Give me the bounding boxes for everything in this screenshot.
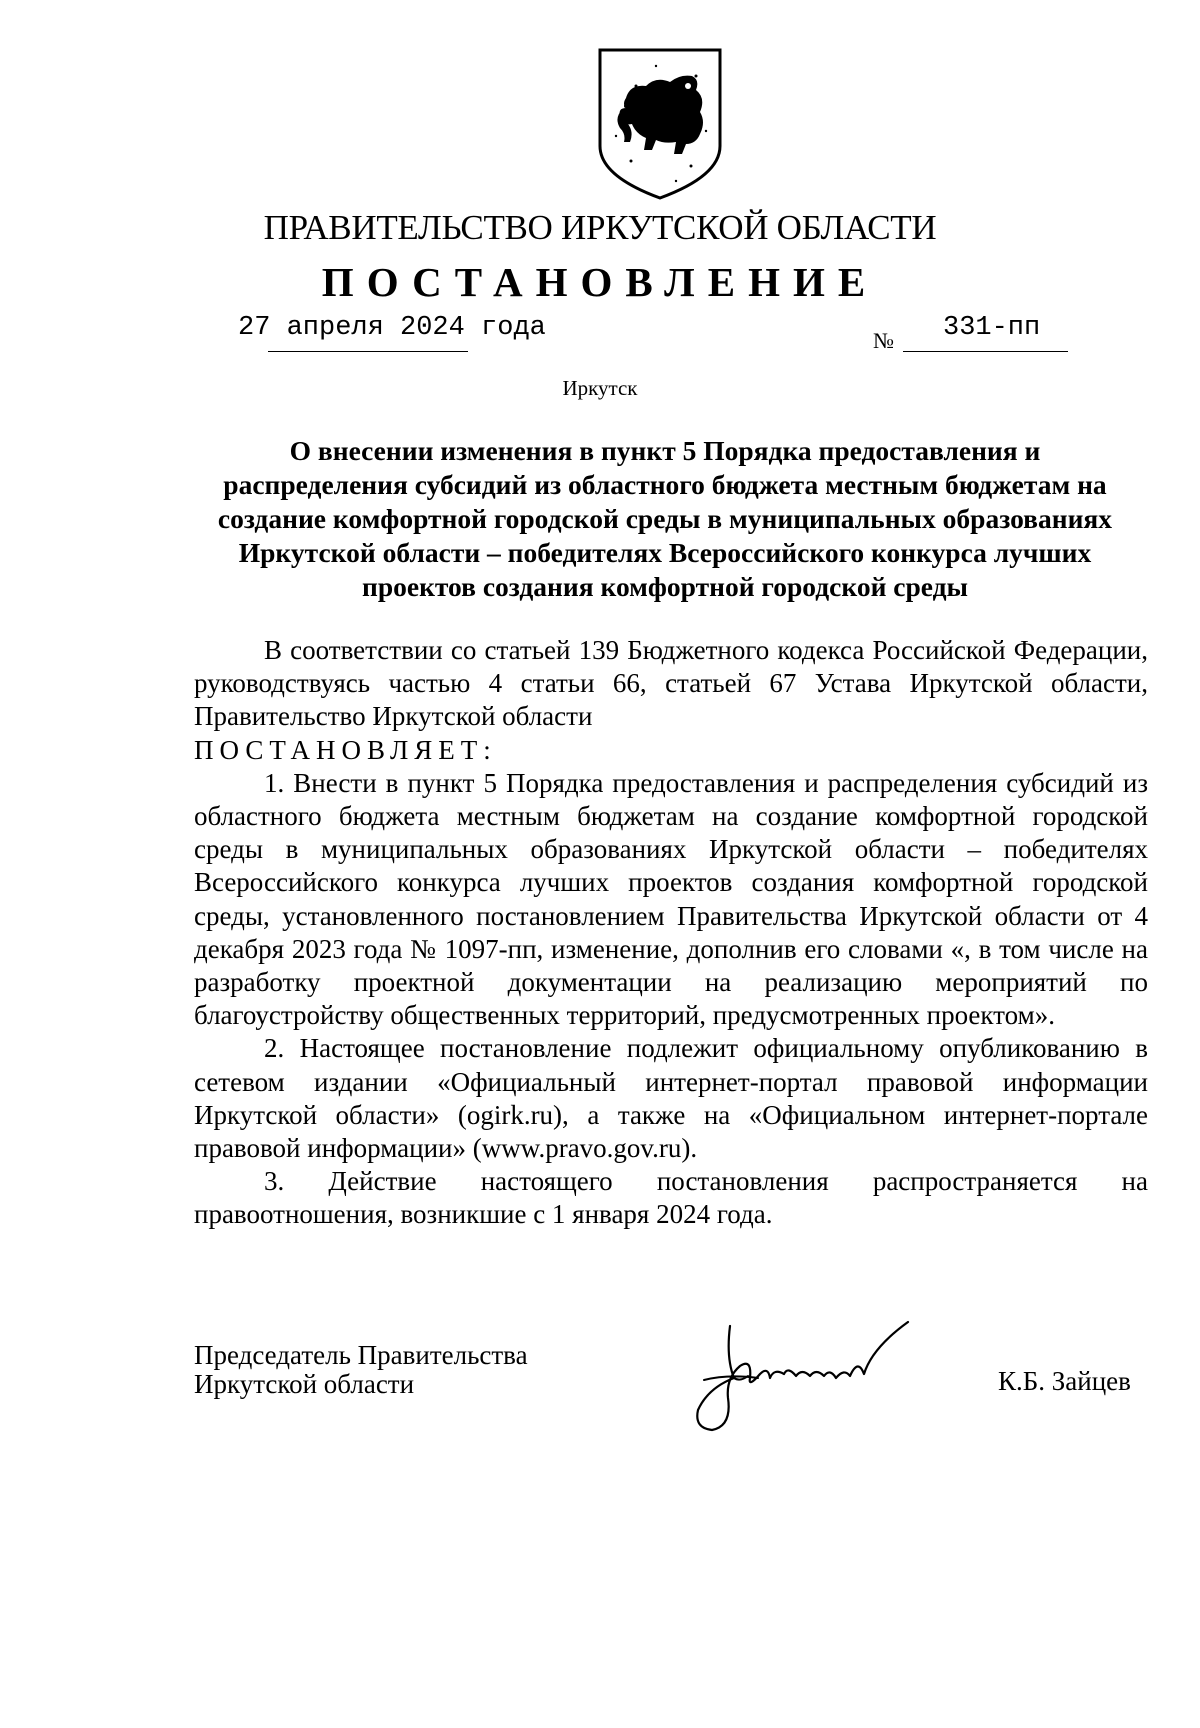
date-underline <box>268 351 468 352</box>
decree-number: 331-пп <box>943 313 1041 343</box>
position-line: Председатель Правительства <box>194 1340 528 1370</box>
signatory-position <box>194 1341 528 1399</box>
signatory-name: К.Б. Зайцев <box>998 1366 1131 1396</box>
title-line: проектов создания комфортной городской среды <box>361 571 969 602</box>
position-line: Иркутской области <box>194 1369 415 1399</box>
title-line: Иркутской области – победителях Всероссийского конкурса лучших <box>238 537 1092 568</box>
resolves-word: ПОСТАНОВЛЯЕТ: <box>194 734 497 765</box>
title-line: О внесении изменения в пункт 5 Порядка предоставления и <box>289 435 1041 466</box>
number-underline <box>903 351 1068 352</box>
document-type: ПОСТАНОВЛЕНИЕ <box>321 259 879 305</box>
decree-date: 27 апреля 2024 года <box>238 313 546 343</box>
handwritten-signature-icon <box>668 1318 948 1458</box>
decree-title <box>190 434 1140 604</box>
item-2-paragraph: 2. Настоящее постановление подлежит официальному опубликованию в сетевом издании «Официальный интернет-портал правовой информации Иркутской области» (ogirk.ru), а также на «Официальном интернет-портале правовой информации» (www.pravo.gov.ru). <box>194 1033 1148 1164</box>
city-name: Иркутск <box>562 376 638 400</box>
item-3-paragraph: 3. Действие настоящего постановления распространяется на правоотношения, возникшие с 1 января 2024 года. <box>194 1166 1148 1230</box>
title-line: создание комфортной городской среды в муниципальных образованиях <box>217 503 1113 534</box>
decree-body <box>194 634 1148 1232</box>
coat-of-arms-icon <box>596 46 724 201</box>
number-sign: № <box>873 328 894 353</box>
title-line: распределения субсидий из областного бюджета местным бюджетам на <box>223 469 1107 500</box>
item-1-paragraph: 1. Внести в пункт 5 Порядка предоставления и распределения субсидий из областного бюджета местным бюджетам на создание комфортной городской среды в муниципальных образованиях Иркутской области – победителях Всероссийского конкурса лучших проектов создания комфортной городской среды, установленного постановлением Правительства Иркутской области от 4 декабря 2023 года № 1097-пп, изменение, дополнив его словами «, в том числе на разработку проектной документации на реализацию мероприятий по благоустройству общественных территорий, предусмотренных проектом». <box>194 767 1148 1031</box>
government-name: ПРАВИТЕЛЬСТВО ИРКУТСКОЙ ОБЛАСТИ <box>263 208 937 247</box>
preamble-paragraph: В соответствии со статьей 139 Бюджетного кодекса Российской Федерации, руководствуясь частью 4 статьи 66, статьей 67 Устава Иркутской области, Правительство Иркутской области <box>194 635 1148 732</box>
